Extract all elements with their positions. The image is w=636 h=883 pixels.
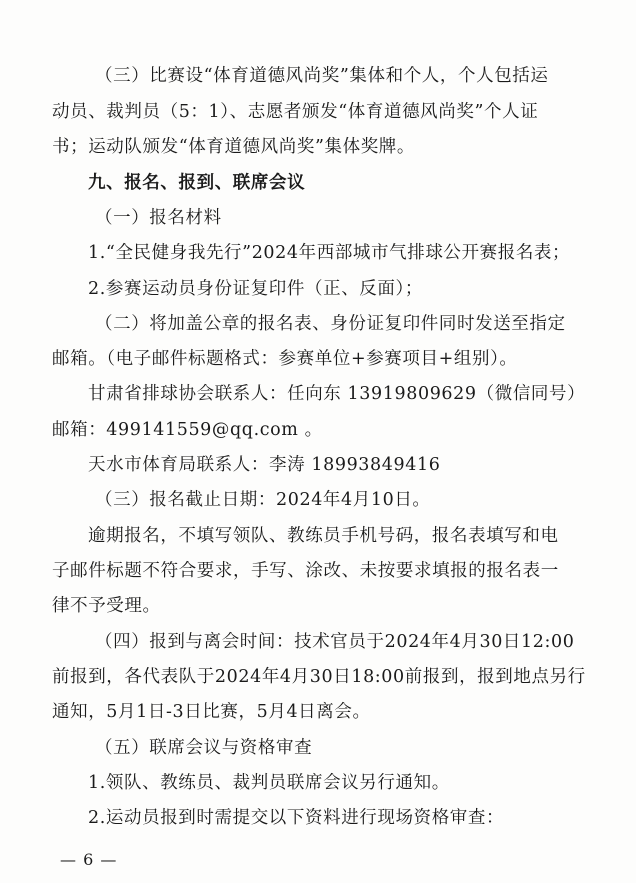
paragraph-submission-line-1: （二）将加盖公章的报名表、身份证复印件同时发送至指定 — [95, 314, 566, 334]
meeting-item-1: 1.领队、教练员、裁判员联席会议另行通知。 — [88, 773, 450, 793]
materials-item-1: 1.“全民健身我先行”2024年西部城市气排球公开赛报名表； — [88, 243, 571, 263]
paragraph-award-line-1: （三）比赛设“体育道德风尚奖”集体和个人，个人包括运 — [95, 66, 549, 86]
subheading-joint-meeting: （五）联席会议与资格审查 — [95, 738, 313, 758]
meeting-item-2: 2.运动员报到时需提交以下资料进行现场资格审查： — [88, 808, 505, 828]
paragraph-late-line-3: 律不予受理。 — [52, 596, 161, 616]
contact-email: 邮箱：499141559@qq.com 。 — [52, 420, 323, 440]
contact-gansu: 甘肃省排球协会联系人：任向东 13919809629（微信同号） — [88, 384, 586, 404]
paragraph-award-line-2: 动员、裁判员（5：1）、志愿者颁发“体育道德风尚奖”个人证 — [52, 102, 539, 122]
paragraph-late-line-2: 子邮件标题不符合要求，手写、涂改、未按要求填报的报名表一 — [52, 561, 559, 581]
materials-item-2: 2.参赛运动员身份证复印件（正、反面）； — [88, 279, 423, 299]
paragraph-late-line-1: 逾期报名，不填写领队、教练员手机号码，报名表填写和电 — [88, 526, 559, 546]
paragraph-arrival-line-2: 前报到，各代表队于2024年4月30日18:00前报到，报到地点另行 — [52, 667, 586, 687]
paragraph-award-line-3: 书；运动队颁发“体育道德风尚奖”集体奖牌。 — [52, 137, 415, 157]
subheading-registration-materials: （一）报名材料 — [95, 208, 222, 228]
subheading-deadline: （三）报名截止日期：2024年4月10日。 — [95, 490, 431, 510]
contact-tianshui: 天水市体育局联系人：李涛 18993849416 — [88, 455, 441, 475]
paragraph-submission-line-2: 邮箱。（电子邮件标题格式：参赛单位+参赛项目+组别）。 — [52, 349, 518, 369]
page-number: — 6 — — [60, 850, 118, 869]
section-heading-registration: 九、报名、报到、联席会议 — [88, 173, 306, 193]
paragraph-arrival-line-3: 通知，5月1日-3日比赛，5月4日离会。 — [52, 702, 371, 722]
paragraph-arrival-line-1: （四）报到与离会时间：技术官员于2024年4月30日12:00 — [95, 632, 575, 652]
